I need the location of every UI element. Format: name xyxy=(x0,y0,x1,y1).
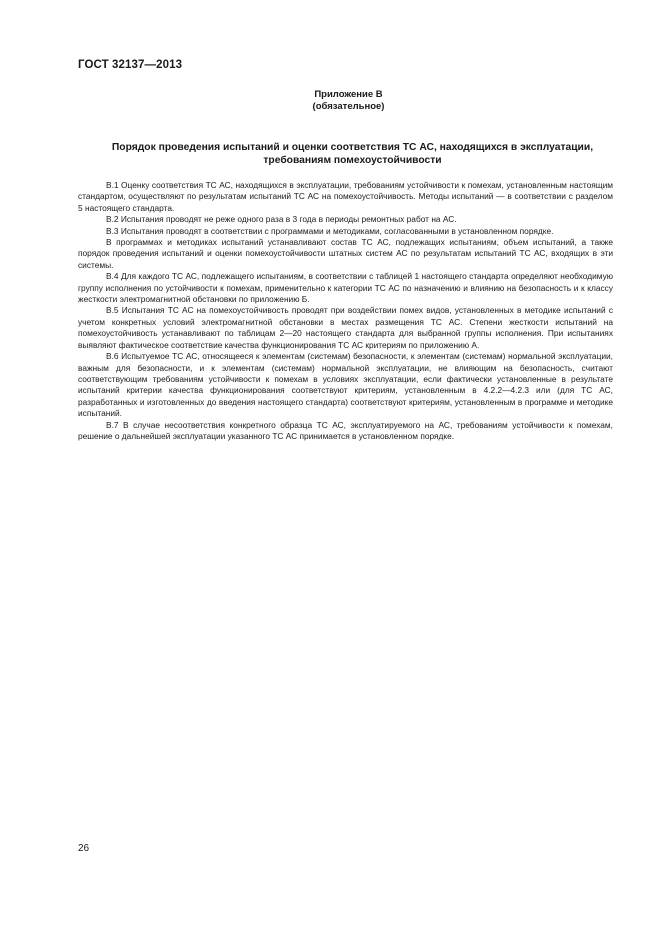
paragraph-b3-programs: В программах и методиках испытаний устанавливают состав ТС АС, подлежащих испытаниям, объем испытаний, а также порядок проведения испытаний и оценки помехоустойчивости штатных систем АС по результатам испытаний ТС АС, входящих в эти системы. xyxy=(78,237,613,270)
body-text xyxy=(78,180,613,442)
paragraph-b5: В.5 Испытания ТС АС на помехоустойчивость проводят при воздействии помех видов, установленных в методике испытаний с учетом конкретных условий электромагнитной обстановки в местах размещения ТС АС. Степени жесткости испытаний на помехоустойчивость устанавливают по таблицам 2—20 настоящего стандарта для выбранной группы исполнения. При испытаниях выявляют фактическое соответствие качества функционирования ТС АС критериям по приложению А. xyxy=(78,305,613,350)
section-title xyxy=(80,141,625,167)
paragraph-b6: В.6 Испытуемое ТС АС, относящееся к элементам (системам) безопасности, к элементам (системам) нормальной эксплуатации, важным для безопасности, и к элементам (системам) нормальной эксплуатации, не влияющим на безопасность, считают соответствующим требованиям устойчивости к помехам в условиях эксплуатации, если фактически установленные в результате испытаний критерии качества функционирования соответствуют критериям, установленным в 4.2.2—4.2.3 или (для ТС АС, разработанных и изготовленных до введения настоящего стандарта) соответствуют критериям, установленным в программе и методике испытаний. xyxy=(78,351,613,419)
paragraph-b3: В.3 Испытания проводят в соответствии с программами и методиками, согласованными в установленном порядке. xyxy=(106,225,554,236)
appendix-label: Приложение В xyxy=(314,89,383,100)
section-title-line-2: требованиям помехоустойчивости xyxy=(263,155,442,166)
page-number: 26 xyxy=(78,843,90,854)
standard-code-header: ГОСТ 32137—2013 xyxy=(78,59,183,71)
appendix-status: (обязательное) xyxy=(312,101,385,112)
paragraph-b2: В.2 Испытания проводят не реже одного раза в 3 года в периоды ремонтных работ на АС. xyxy=(106,214,457,225)
paragraph-b7: В.7 В случае несоответствия конкретного образца ТС АС, эксплуатируемого на АС, требованиям устойчивости к помехам, решение о дальнейшей эксплуатации указанного ТС АС принимается в установленном порядке. xyxy=(78,419,613,441)
appendix-heading xyxy=(0,89,661,113)
paragraph-b1: В.1 Оценку соответствия ТС АС, находящихся в эксплуатации, требованиям устойчивости к помехам, установленным настоящим стандартом, осуществляют по результатам испытаний ТС АС на помехоустойчивость. Методы испытаний — в соответствии с разделом 5 настоящего стандарта. xyxy=(78,180,613,213)
section-title-line-1: Порядок проведения испытаний и оценки соответствия ТС АС, находящихся в эксплуатации, xyxy=(111,142,594,153)
paragraph-b4: В.4 Для каждого ТС АС, подлежащего испытаниям, в соответствии с таблицей 1 настоящего стандарта определяют необходимую группу исполнения по устойчивости к помехам, применительно к категории ТС АС по назначению и влиянию на безопасность и к классу жесткости электромагнитной обстановки по приложению Б. xyxy=(78,271,613,305)
